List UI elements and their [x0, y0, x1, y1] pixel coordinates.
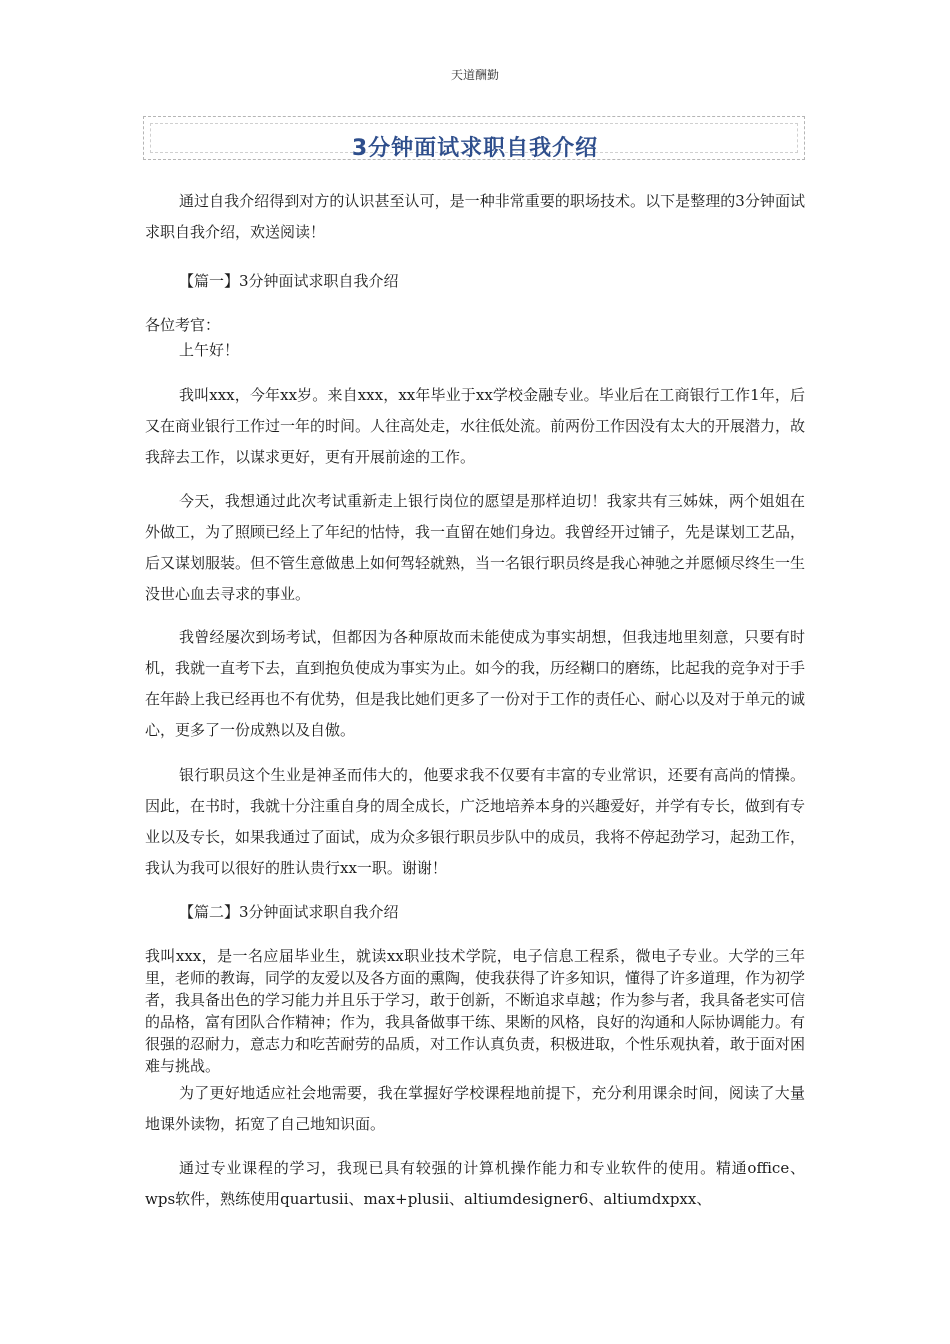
section-heading-1: 【篇一】3分钟面试求职自我介绍 [179, 272, 399, 290]
page-header-text: 天道酬勤 [450, 68, 499, 82]
body-paragraph: 今天，我想通过此次考试重新走上银行岗位的愿望是那样迫切！我家共有三姊妹，两个姐姐在外做工，为了照顾已经上了年纪的怙恃，我一直留在她们身边。我曾经开过铺子，先是谋划工艺品，后又谋划服装。但不管生意做患上如何驾轻就熟，当一名银行职员终是我心神驰之并愿倾尽终生一生没世心血去寻求的事业。 [145, 492, 806, 603]
body-paragraph: 我曾经屡次到场考试，但都因为各种原故而未能使成为事实胡想，但我违地里刻意，只要有时机，我就一直考下去，直到抱负使成为事实为止。如今的我，历经糊口的磨练，比起我的竞争对于手在年龄上我已经再也不有优势，但是我比她们更多了一份对于工作的责任心、耐心以及对于单元的诚心，更多了一份成熟以及自傲。 [145, 628, 806, 739]
greeting: 各位考官： [145, 316, 221, 334]
body-paragraph: 通过专业课程的学习，我现已具有较强的计算机操作能力和专业软件的使用。精通office、wps软件，熟练使用quartusii、max+plusii、altiumdesigner6、altiumdxpxx、 [145, 1159, 805, 1208]
document-title: 3分钟面试求职自我介绍 [351, 136, 599, 161]
hello-line: 上午好！ [179, 341, 240, 359]
body-paragraph: 我叫xxx，是一名应届毕业生，就读xx职业技术学院，电子信息工程系，微电子专业。大学的三年里，老师的教诲，同学的友爱以及各方面的熏陶，使我获得了许多知识，懂得了许多道理，作为初学者，我具备出色的学习能力并且乐于学习，敢于创新，不断追求卓越；作为参与者，我具备老实可信的品格，富有团队合作精神；作为，我具备做事干练、果断的风格，良好的沟通和人际协调能力。有很强的忍耐力，意志力和吃苦耐劳的品质，对工作认真负责，积极进取，个性乐观执着，敢于面对困难与挑战。 [145, 947, 806, 1075]
body-paragraph: 为了更好地适应社会地需要，我在掌握好学校课程地前提下，充分利用课余时间，阅读了大量地课外读物，拓宽了自己地知识面。 [145, 1084, 805, 1133]
section-heading-2: 【篇二】3分钟面试求职自我介绍 [179, 903, 399, 921]
body-paragraph: 银行职员这个生业是神圣而伟大的，他要求我不仅要有丰富的专业常识，还要有高尚的情操。因此，在书时，我就十分注重自身的周全成长，广泛地培养本身的兴趣爱好，并学有专长，做到有专业以及专长，如果我通过了面试，成为众多银行职员步队中的成员，我将不停起劲学习，起劲工作，我认为我可以很好的胜认贵行xx一职。谢谢！ [145, 766, 806, 877]
intro-paragraph: 通过自我介绍得到对方的认识甚至认可，是一种非常重要的职场技术。以下是整理的3分钟面试求职自我介绍，欢送阅读！ [145, 192, 805, 241]
body-paragraph: 我叫xxx，今年xx岁。来自xxx，xx年毕业于xx学校金融专业。毕业后在工商银行工作1年，后又在商业银行工作过一年的时间。人往高处走，水往低处流。前两份工作因没有太大的开展潜力，故我辞去工作，以谋求更好，更有开展前途的工作。 [145, 386, 806, 466]
